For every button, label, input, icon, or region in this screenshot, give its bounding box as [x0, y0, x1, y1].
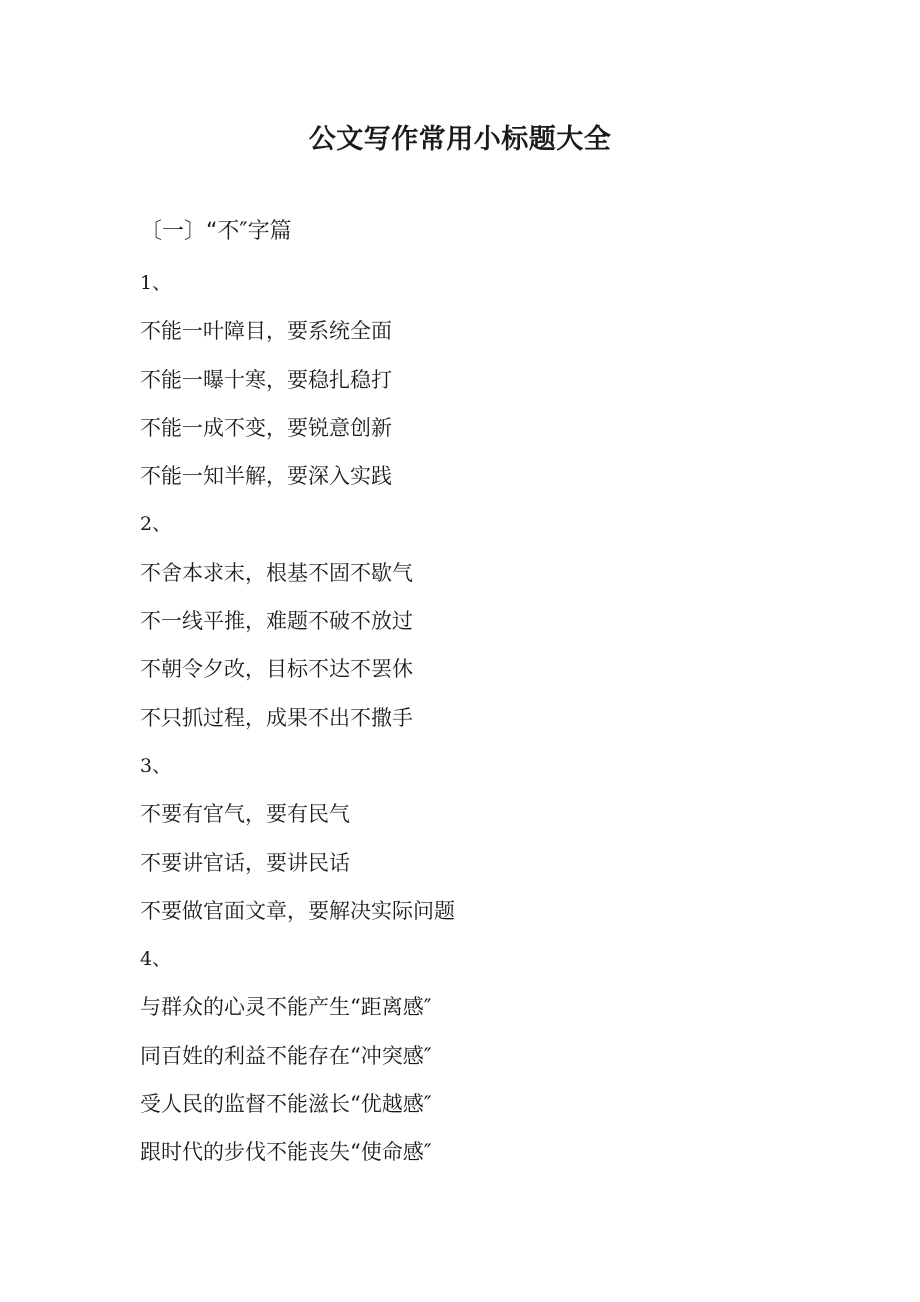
item-number: 2、 [140, 513, 172, 536]
document-title: 公文写作常用小标题大全 [308, 124, 612, 155]
text-line: 不舍本求末，根基不固不歇气 [140, 560, 413, 585]
text-line: 跟时代的步伐不能丧失“使命感″ [140, 1140, 432, 1165]
text-line: 受人民的监督不能滋长“优越感″ [140, 1092, 432, 1117]
body-lines [140, 263, 820, 1181]
text-line: 不能一曝十寒，要稳扎稳打 [140, 367, 392, 392]
item-number: 3、 [140, 754, 172, 777]
text-line: 同百姓的利益不能存在“冲突感″ [140, 1043, 432, 1068]
text-line: 不能一叶障目，要系统全面 [140, 319, 392, 344]
text-line: 不要做官面文章，要解决实际问题 [140, 898, 455, 923]
item-number: 1、 [140, 272, 172, 294]
text-line: 不要讲官话，要讲民话 [140, 850, 350, 875]
section-heading: 〔一〕“不″字篇 [140, 219, 292, 244]
text-line: 不能一成不变，要锐意创新 [140, 415, 392, 440]
text-line: 不一线平推，难题不破不放过 [140, 609, 413, 634]
text-line: 与群众的心灵不能产生“距离感″ [140, 995, 432, 1020]
text-line: 不只抓过程，成果不出不撒手 [140, 705, 413, 730]
text-line: 不能一知半解，要深入实践 [140, 464, 392, 489]
item-number: 4、 [140, 948, 172, 971]
text-line: 不朝令夕改，目标不达不罢休 [140, 657, 413, 682]
text-line: 不要有官气，要有民气 [140, 802, 350, 827]
